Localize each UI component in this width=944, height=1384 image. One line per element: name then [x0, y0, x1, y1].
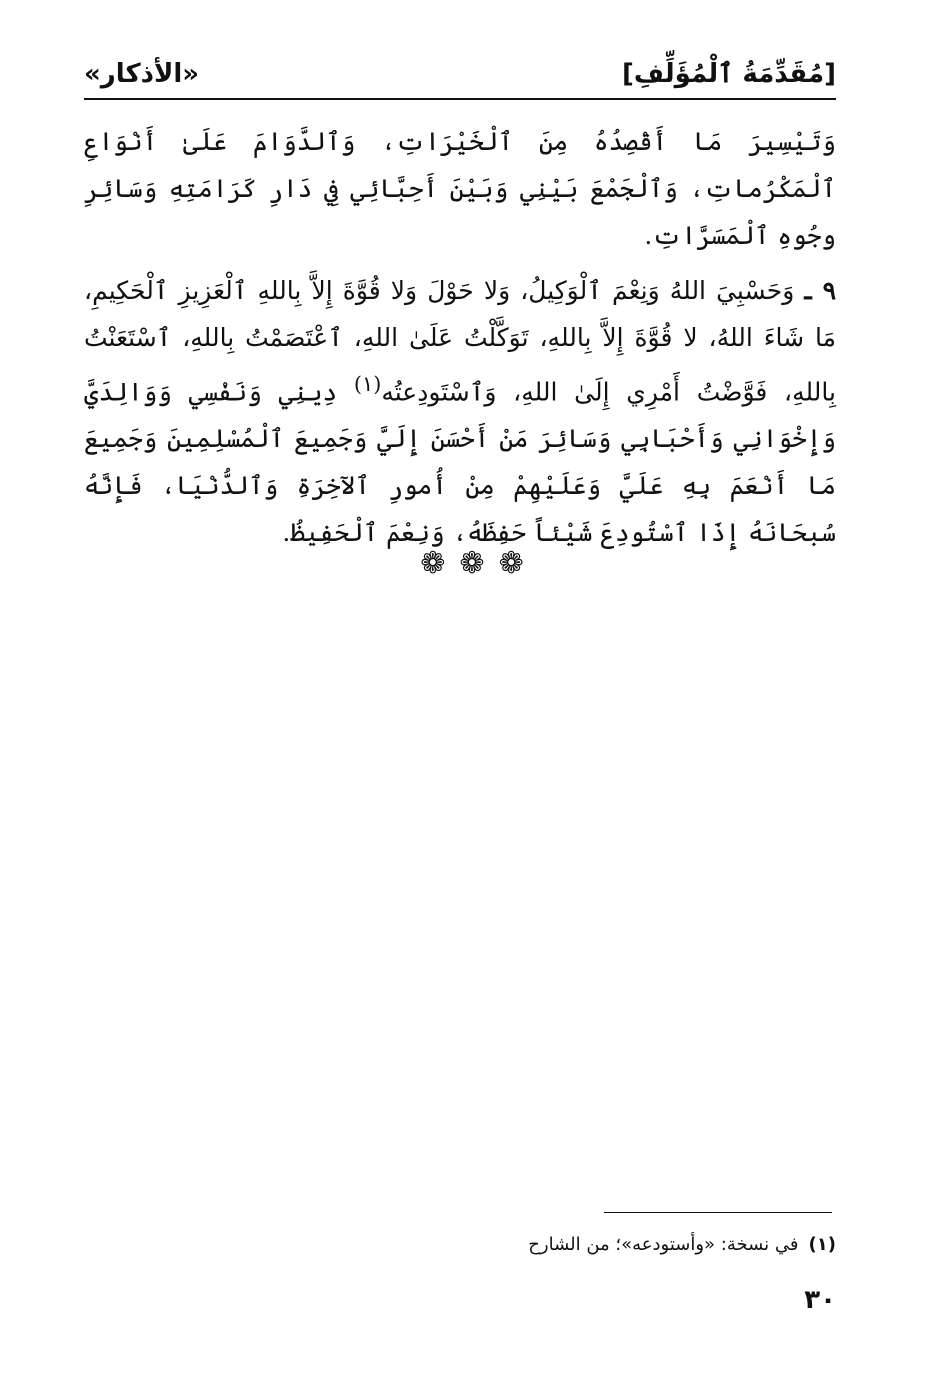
flower-ornament-icon: ❁ [420, 546, 446, 581]
header-rule [84, 98, 836, 100]
footnote-rule [604, 1212, 832, 1213]
paragraph-2 [84, 267, 836, 556]
paragraph-number: ٩ ـ [804, 276, 836, 305]
footnote [300, 1230, 836, 1260]
footnote-text: في نسخة: «وأستودعه»؛ من الشارح [528, 1234, 799, 1255]
page-number: ٣٠ [804, 1285, 836, 1315]
section-title: [مُقَدِّمَةُ ٱلْمُؤَلِّفِ] [622, 59, 836, 89]
book-title: «الأذكار» [84, 59, 200, 89]
main-text [84, 118, 836, 556]
flower-ornament-icon: ❁ [459, 546, 485, 581]
paragraph-2-text-a: وَحَسْبِيَ اللهُ وَنِعْمَ ٱلْوَكِيلُ، وَلا حَوْلَ وَلا قُوَّةَ إِلاَّ بِاللهِ ٱلْعَزِيزِ ٱلْحَكِيمِ، مَا شَاءَ اللهُ، لا قُوَّةَ إِلاَّ بِاللهِ، تَوَكَّلْتُ عَلَىٰ اللهِ، ٱعْتَصَمْتُ بِاللهِ، ٱسْتَعَنْتُ بِاللهِ، فَوَّضْتُ أَمْرِي إِلَىٰ اللهِ، وَٱسْتَودِعتُه [84, 276, 836, 407]
paragraph-2-text-b: دِينِي وَنَفْسِي وَوَالِدَيَّ وَإِخْوَانِي وَأَحْبَابِي وَسَائِرَ مَنْ أَحْسَنَ إِلَيَّ وَجَمِيعَ ٱلْمُسْلِمِينَ وَجَمِيعَ مَا أَنْعَمَ بِهِ عَلَيَّ وَعَلَيْهِمْ مِنْ أُمورِ ٱلآخِرَةِ وَٱلدُّنْيَا، فَإِنَّهُ سُبحَانَهُ إِذَا ٱسْتُودِعَ شَيْئاً حَفِظَهُ، وَنِعْمَ ٱلْحَفِيظُ. [84, 377, 836, 548]
section-divider-ornaments [0, 546, 944, 582]
footnote-reference: (١) [353, 372, 382, 396]
paragraph-1: وَتَيْسِيرَ مَا أَقْصِدُهُ مِنَ ٱلْخَيْرَاتِ، وَٱلدَّوَامَ عَلَىٰ أَنْوَاعِ ٱلْمَكْرُماتِ، وَٱلْجَمْعَ بَيْنِي وَبَيْنَ أَحِبَّائِي فِي دَارِ كَرَامَتِهِ وَسَائِرِ وجُوهِ ٱلْمَسَرَّاتِ. [84, 127, 836, 250]
footnote-marker: (١) [808, 1234, 836, 1255]
flower-ornament-icon: ❁ [498, 546, 524, 581]
running-header [84, 52, 836, 96]
